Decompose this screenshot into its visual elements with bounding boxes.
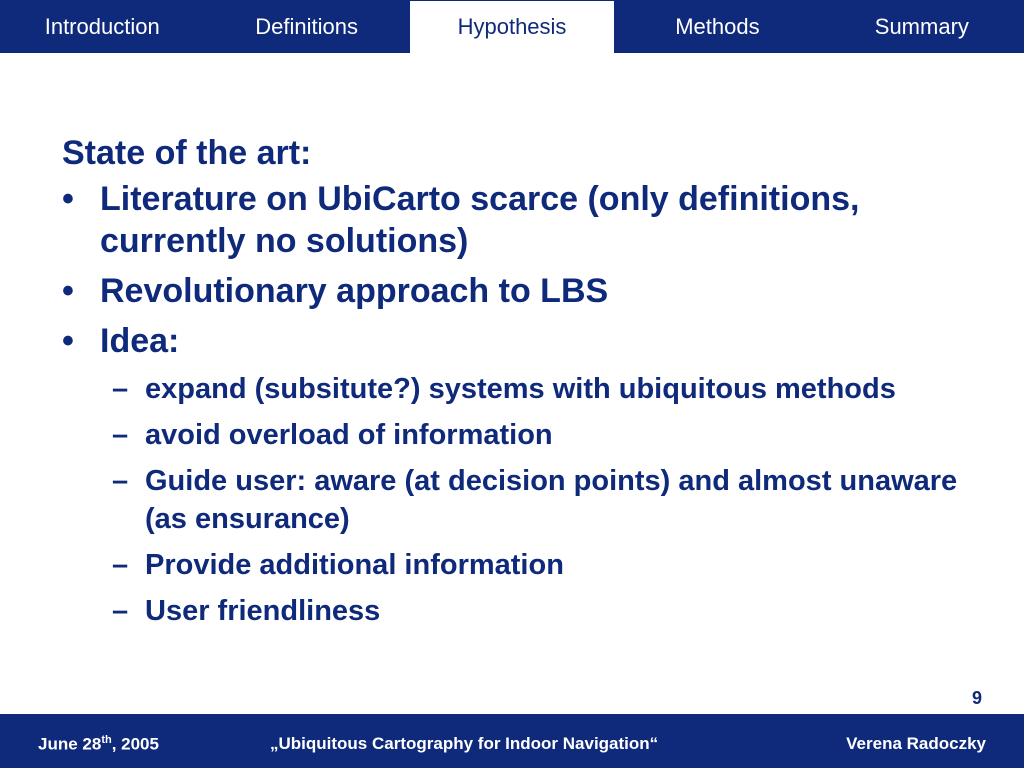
subbullet-text: User friendliness <box>145 595 381 627</box>
bullet-text: Literature on UbiCarto scarce (only definitions, currently no solutions) <box>100 180 860 260</box>
tab-hypothesis[interactable]: Hypothesis <box>409 0 615 53</box>
page-number: 9 <box>971 688 982 708</box>
slide-content <box>62 132 992 638</box>
subbullet-item <box>112 370 992 408</box>
footer-date-prefix: June 28 <box>38 734 102 754</box>
bullet-marker: • <box>62 272 74 310</box>
subbullet-item <box>112 416 992 454</box>
subbullet-item <box>112 546 992 584</box>
footer-title: „Ubiquitous Cartography for Indoor Navigation“ <box>270 734 659 753</box>
tab-methods[interactable]: Methods <box>675 13 760 39</box>
subbullet-item <box>112 592 992 630</box>
subbullet-item <box>112 462 992 538</box>
footer-author: Verena Radoczky <box>846 734 986 753</box>
subbullet-marker: – <box>112 373 129 405</box>
bullet-marker: • <box>62 180 74 218</box>
footer-date <box>38 734 159 755</box>
footer-date-sup: th <box>101 734 112 746</box>
tab-summary[interactable]: Summary <box>874 13 969 39</box>
subbullet-marker: – <box>112 595 129 627</box>
subbullet-text: Guide user: aware (at decision points) and almost unaware (as ensurance) <box>145 465 958 535</box>
footer-date-suffix: , 2005 <box>111 734 159 754</box>
bullet-text: Revolutionary approach to LBS <box>100 272 609 310</box>
subbullet-text: Provide additional information <box>145 549 564 581</box>
subbullet-text: avoid overload of information <box>145 419 553 451</box>
tab-introduction[interactable]: Introduction <box>44 13 160 39</box>
tab-definitions[interactable]: Definitions <box>255 13 358 39</box>
bullet-item <box>62 320 992 362</box>
subbullet-marker: – <box>112 465 129 497</box>
bullet-marker: • <box>62 322 74 360</box>
footer-bar <box>0 714 1024 768</box>
subbullet-marker: – <box>112 549 129 581</box>
subbullet-text: expand (subsitute?) systems with ubiquitous methods <box>145 373 896 405</box>
section-nav <box>0 0 1024 53</box>
bullet-item <box>62 178 992 262</box>
bullet-text: Idea: <box>100 322 180 360</box>
subbullet-marker: – <box>112 419 129 451</box>
bullet-item <box>62 270 992 312</box>
slide-heading: State of the art: <box>62 134 312 172</box>
